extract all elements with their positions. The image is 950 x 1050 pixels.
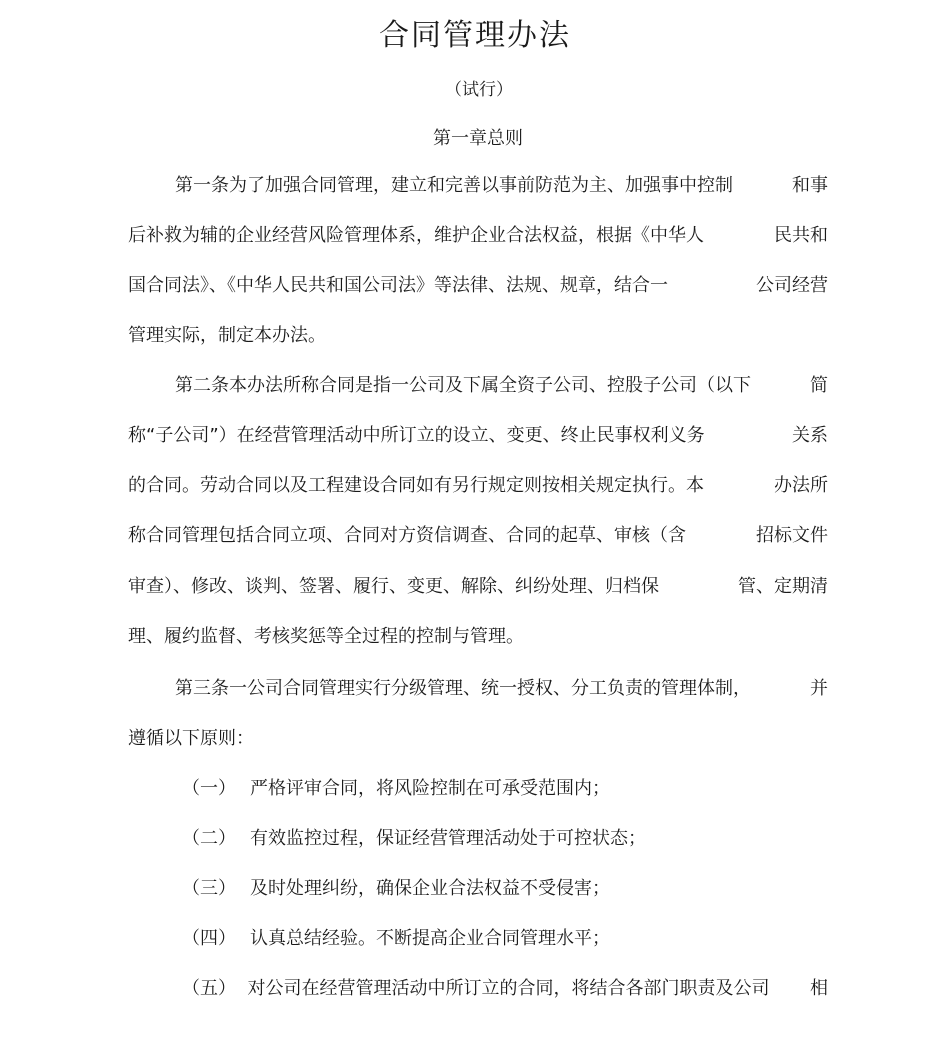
chapter-heading: 第一章总则 (433, 128, 523, 149)
document-subtitle: （试行） (445, 80, 513, 100)
principle-number: （三） (182, 878, 236, 899)
article-2-line-5: 审查）、修改、谈判、签署、履行、变更、解除、纠纷处理、归档保 管、定期清 (128, 576, 828, 597)
article-2-line-3: 的合同。劳动合同以及工程建设合同如有另行规定则按相关规定执行。本 办法所 (128, 475, 828, 496)
article-2-line-4: 称合同管理包括合同立项、合同对方资信调查、合同的起草、审核（含 招标文件 (128, 525, 828, 546)
article-2-line-1: 第二条本办法所称合同是指一公司及下属全资子公司、控股子公司（以下 简 (175, 375, 828, 396)
principle-text: 严格评审合同，将风险控制在可承受范围内； (250, 778, 610, 799)
article-1-line-3: 国合同法》、《中华人民共和国公司法》等法律、法规、规章，结合一 公司经营 (128, 275, 828, 296)
principle-item-5: （五） 对公司在经营管理活动中所订立的合同，将结合各部门职责及公司 相 (182, 978, 828, 999)
principle-number: （四） (182, 928, 236, 949)
principle-text: 认真总结经验。不断提高企业合同管理水平； (250, 928, 610, 949)
article-2-line-2: 称“子公司”）在经营管理活动中所订立的设立、变更、终止民事权利义务 关系 (128, 425, 828, 446)
principle-item-2 (182, 827, 646, 851)
document-title: 合同管理办法 (379, 18, 571, 53)
principle-number: （二） (182, 828, 236, 849)
article-3-line-1: 第三条一公司合同管理实行分级管理、统一授权、分工负责的管理体制， 并 (175, 678, 828, 699)
principle-item-4 (182, 927, 610, 951)
principle-item-1 (182, 777, 610, 801)
article-2-line-6: 理、履约监督、考核奖惩等全过程的控制与管理。 (128, 626, 524, 647)
principle-text: 及时处理纠纷，确保企业合法权益不受侵害； (250, 878, 610, 899)
principle-item-3 (182, 877, 610, 901)
article-1-line-4: 管理实际，制定本办法。 (128, 325, 326, 346)
principle-number: （一） (182, 778, 236, 799)
article-1-line-1: 第一条为了加强合同管理，建立和完善以事前防范为主、加强事中控制 和事 (175, 175, 828, 196)
article-3-line-2: 遵循以下原则： (128, 728, 254, 749)
principle-text: 有效监控过程，保证经营管理活动处于可控状态； (250, 828, 646, 849)
article-1-line-2: 后补救为辅的企业经营风险管理体系，维护企业合法权益，根据《中华人 民共和 (128, 225, 828, 246)
